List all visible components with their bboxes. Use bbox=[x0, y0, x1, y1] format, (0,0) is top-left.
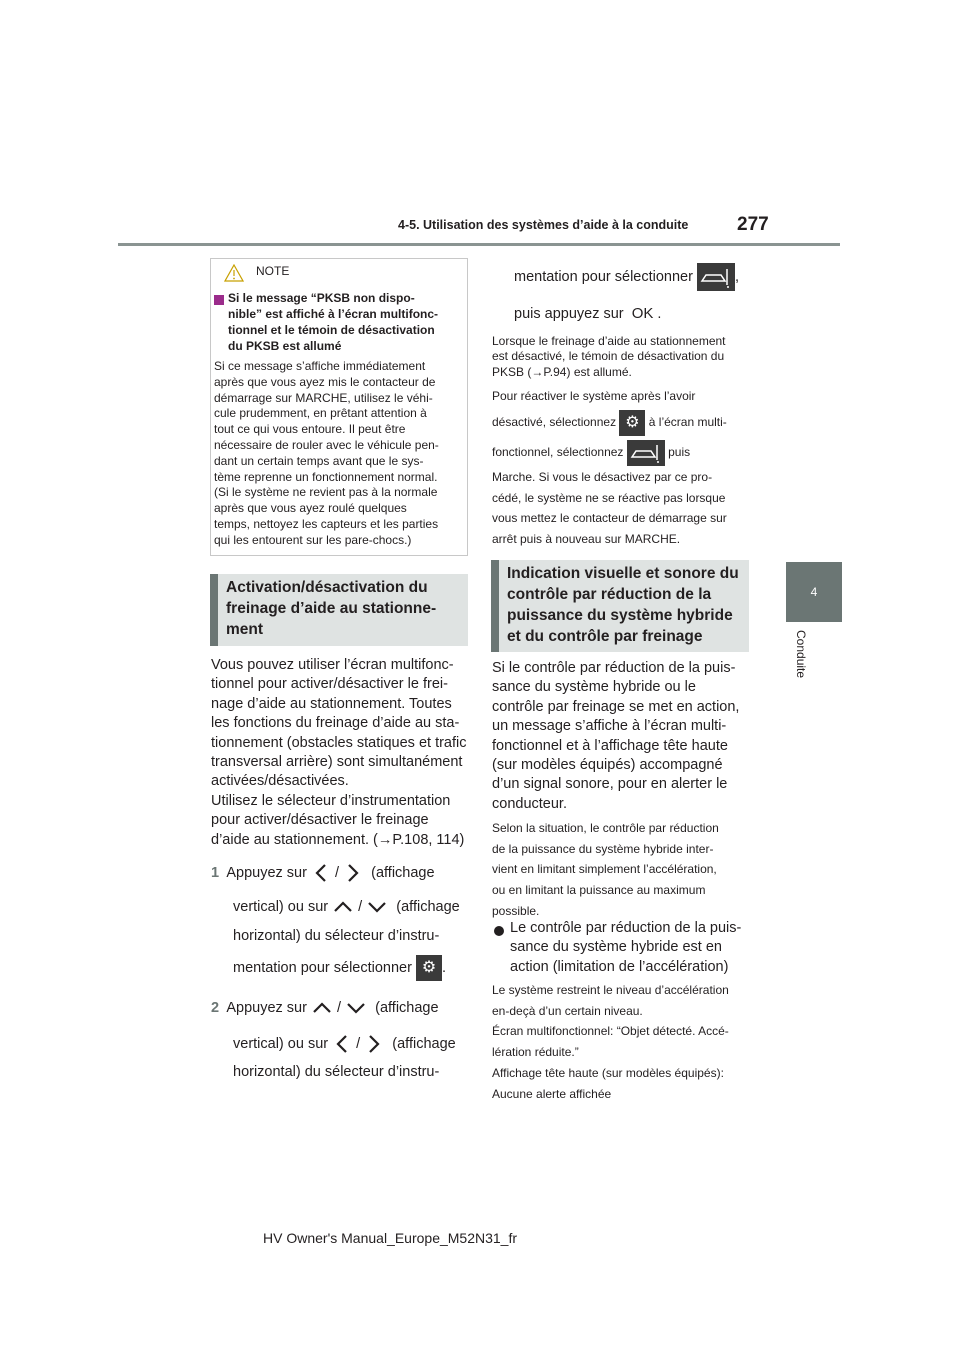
footer-text: HV Owner's Manual_Europe_M52N31_fr bbox=[263, 1230, 518, 1246]
step1-line2: vertical) ou sur / (affichage bbox=[233, 897, 460, 917]
chevron-up-icon bbox=[311, 998, 333, 1018]
chevron-down-icon bbox=[345, 998, 367, 1018]
section1-paragraph: Vous pouvez utiliser l’écran multifonc- tionnel pour activer/désactiver le frei- nage d’aide au stationnement. Toutes les fonctions du freinage d’aide au sta- tionnement (obstacles statiques et trafic transversal arrière) sont simultanément activées/désactivées. bbox=[211, 657, 467, 790]
step1-line1: 1 Appuyez sur / (affichage bbox=[211, 862, 435, 884]
section-header-title: 4-5. Utilisation des systèmes d’aide à la conduite bbox=[398, 218, 689, 232]
reactivate-line1: Pour réactiver le système après l’avoir bbox=[492, 389, 696, 403]
page-number: 277 bbox=[737, 214, 769, 235]
reactivate-rest: Marche. Si vous le désactivez par ce pro- cédé, le système ne se réactive pas lorsque vous mettez le contacteur de démarrage sur arrêt puis à nouveau sur MARCHE. bbox=[492, 470, 727, 547]
section2-paragraph: Si le contrôle par réduction de la puis- sance du système hybride ou le contrôle par freinage se met en action, un message s’affiche à l’écran multi- fonctionnel et à l’affichage tête haute (sur modèles équipés) accompagné d’un signal sonore, pour en alerter le conducteur. bbox=[492, 660, 740, 812]
chevron-down-icon bbox=[366, 897, 388, 917]
chevron-right-icon bbox=[364, 1033, 384, 1055]
chapter-tab: 4 bbox=[786, 562, 842, 622]
parking-brake-car-icon bbox=[697, 263, 735, 291]
square-bullet-icon bbox=[214, 295, 224, 305]
step1-line3: horizontal) du sélecteur d’instru- bbox=[233, 928, 440, 944]
header-divider bbox=[118, 243, 840, 246]
section-heading-indication: Indication visuelle et sonore du contrôle par réduction de la puissance du système hybride et du contrôle par freinage bbox=[491, 560, 749, 652]
chevron-left-icon bbox=[332, 1033, 352, 1055]
step2-line4: mentation pour sélectionner , bbox=[514, 263, 739, 291]
reactivate-line3: fonctionnel, sélectionnez puis bbox=[492, 440, 690, 466]
step1-line4: mentation pour sélectionner ⚙ . bbox=[233, 955, 446, 981]
reactivate-line2: désactivé, sélectionnez ⚙ à l’écran multi- bbox=[492, 410, 727, 436]
step2-line5: puis appuyez sur OK . bbox=[514, 305, 662, 322]
chevron-up-icon bbox=[332, 897, 354, 917]
chevron-right-icon bbox=[343, 862, 363, 884]
ok-button-icon: OK bbox=[631, 305, 654, 322]
settings-gear-icon: ⚙ bbox=[619, 410, 645, 436]
bullet-details: Le système restreint le niveau d’accélération en-deçà d’un certain niveau. Écran multifonctionnel: “Objet détecté. Accé- lération réduite.” Affichage tête haute (sur modèles équipés): Aucune alerte affichée bbox=[492, 983, 729, 1101]
step2-line3: horizontal) du sélecteur d’instru- bbox=[233, 1064, 440, 1080]
section1-paragraph-2: Utilisez le sélecteur d’instrumentation pour activer/désactiver le freinage d’aide au stationnement. (→P.108, 114) bbox=[211, 793, 465, 848]
warning-icon bbox=[224, 264, 244, 282]
note-title: Si le message “PKSB non dispo- nible” est affiché à l’écran multifonc- tionnel et le témoin de désactivation du PKSB est allumé bbox=[228, 291, 439, 353]
step2-line2: vertical) ou sur / (affichage bbox=[233, 1033, 456, 1055]
chapter-label: Conduite bbox=[794, 630, 808, 679]
chevron-left-icon bbox=[311, 862, 331, 884]
note-body: Si ce message s’affiche immédiatement après que vous ayez mis le contacteur de démarrage sur MARCHE, utilisez le véhi- cule prudemment, en prêtant attention à tout ce qui vous entoure. Il peut être nécessaire de rouler avec le véhicule pen- dant un certain temps avant que le sys- tème reprenne un fonctionnement normal. (Si le système ne revient pas à la normale après que vous ayez roulé quelques temps, nettoyez les capteurs et les parties qui les entourent sur les pare-chocs.) bbox=[214, 359, 439, 547]
bullet-dot-icon bbox=[494, 926, 504, 936]
bullet-item: Le contrôle par réduction de la puis- sance du système hybride est en action (limitation de l’accélération) bbox=[510, 920, 742, 975]
note-label: NOTE bbox=[256, 264, 290, 278]
section2-small: Selon la situation, le contrôle par réduction de la puissance du système hybride inter- vient en limitant simplement l’accélération, ou en limitant la puissance au maximum possible. bbox=[492, 821, 719, 918]
section-heading-activation: Activation/désactivation du freinage d’aide au stationne- ment bbox=[210, 574, 468, 646]
settings-gear-icon: ⚙ bbox=[416, 955, 442, 981]
deactivated-note: Lorsque le freinage d’aide au stationnement est désactivé, le témoin de désactivation du PKSB (→P.94) est allumé. bbox=[492, 334, 726, 379]
step2-line1: 2 Appuyez sur / (affichage bbox=[211, 998, 439, 1018]
parking-brake-car-icon bbox=[627, 440, 665, 466]
